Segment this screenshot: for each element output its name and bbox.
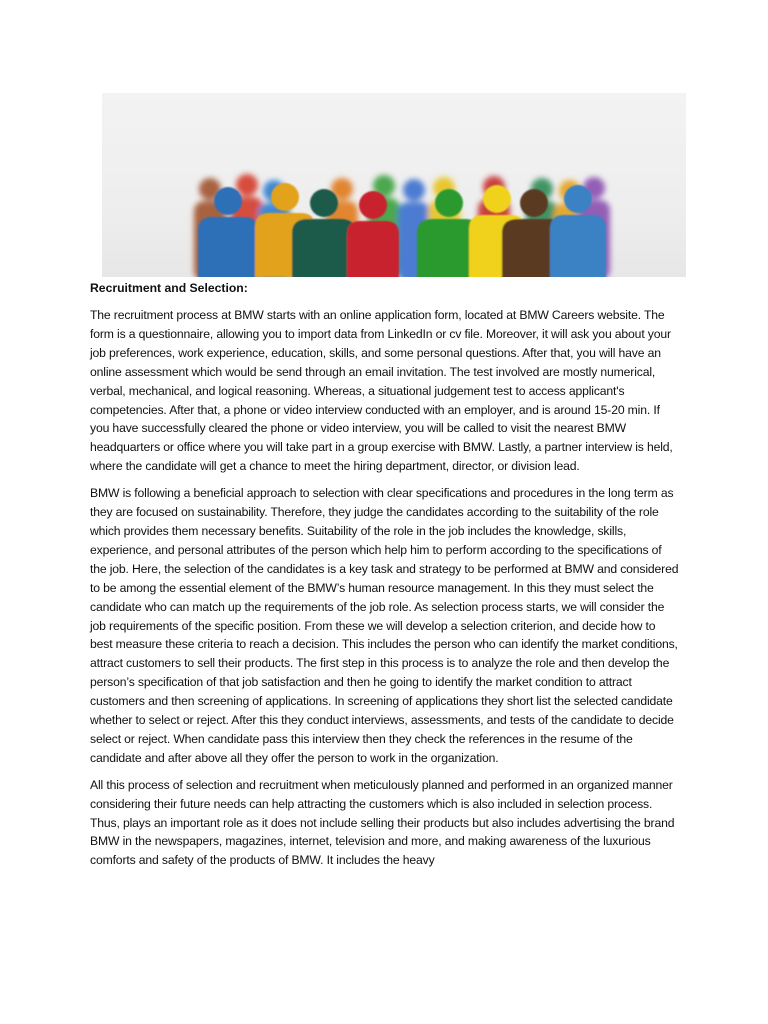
paragraph-advertising: All this process of selection and recruitment when meticulously planned and performed in an organized manner considering their future needs can help attracting the customers which is also included in selection process. Thus, plays an important role as it does not include selling their products but also includes advertising the brand BMW in the newspapers, magazines, internet, television and more, and making awareness of the luxurious comforts and safety of the products of BMW. It includes the heavy xyxy=(90,777,675,868)
section-heading: Recruitment and Selection: xyxy=(90,281,248,295)
document-body xyxy=(90,279,680,878)
paragraph-recruitment-process: The recruitment process at BMW starts with an online application form, located at BMW Careers website. The form is a questionnaire, allowing you to import data from LinkedIn or cv file. Moreover, it will ask you about your job preferences, work experience, education, skills, and some personal questions. After that, you will have an online assessment which would be send through an email invitation. The test involved are mostly numerical, verbal, mechanical, and logical reasoning. Whereas, a situational judgement test to access applicant's competencies. After that, a phone or video interview conducted with an employer, and is around 15-20 min. If you have successfully cleared the phone or video interview, you will be called to visit the nearest BMW headquarters or office where you will take part in a group exercise with BMW. Lastly, a partner interview is held, where the candidate will get a chance to meet the hiring department, director, or division lead. xyxy=(90,308,673,474)
hero-image xyxy=(102,93,686,277)
people-figures-icon xyxy=(102,93,686,277)
paragraph-selection-approach: BMW is following a beneficial approach to selection with clear specifications and procedures in the long term as they are focused on sustainability. Therefore, they judge the candidates according to the suitability of the role which provides them necessary benefits. Suitability of the role in the job includes the knowledge, skills, experience, and personal attributes of the person which help him to perform according to the specifications of the job. Here, the selection of the candidates is a key task and strategy to be performed at BMW and considered to be among the essential element of the BMW’s human resource management. In this they must select the candidate who can match up the requirements of the job role. As selection process starts, we will consider the job requirements of the specific position. From these we will develop a selection criterion, and decide how to best measure these criteria to reach a decision. This includes the person who can identify the market conditions, attract customers to sell their products. The first step in this process is to analyze the role and then develop the person’s specification of that job satisfaction and then he going to identify the market condition to attract customers and then screening of applications. In screening of applications they short list the selected candidate whether to select or reject. After this they conduct interviews, assessments, and tests of the candidate to decide select or reject. When candidate pass this interview then they check the references in the resume of the candidate and after above all they offer the person to work in the organization. xyxy=(90,486,679,765)
